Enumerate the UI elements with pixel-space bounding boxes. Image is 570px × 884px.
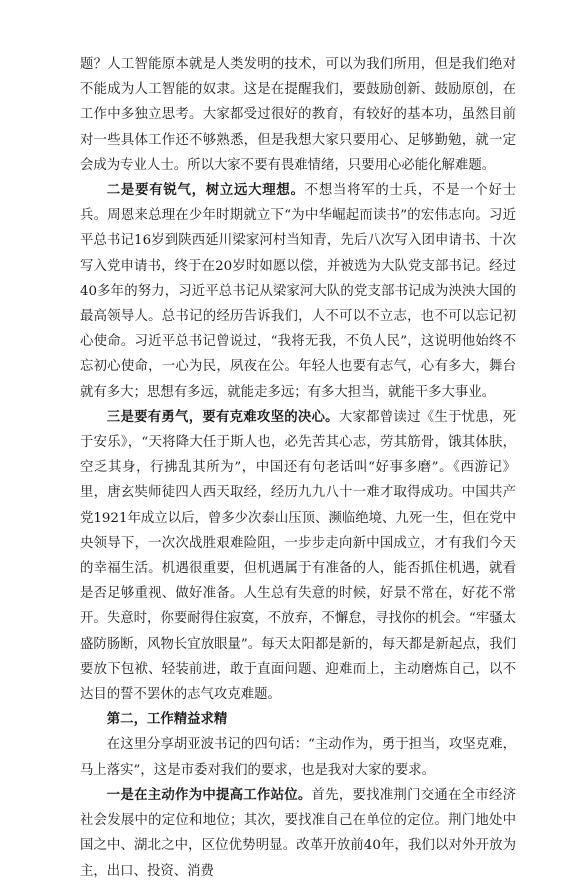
paragraph-2 [80, 178, 516, 405]
document-page [80, 52, 516, 884]
paragraph-3-lead: 三是要有勇气，要有克难攻坚的决心。 [106, 408, 339, 425]
paragraph-4: 在这里分享胡亚波书记的四句话：“主动作为，勇于担当，攻坚克难，马上落实”，这是市委对我们的要求，也是我对大家的要求。 [80, 737, 516, 778]
section-heading: 第二，工作精益求精 [106, 711, 228, 728]
paragraph-5-body: 首先，要找准荆门交通在全市经济社会发展中的定位和地位；其次，要找准自己在单位的定位。荆门地处中国之中、湖北之中，区位优势明显。改革开放前40年，我们以对外开放为主，出口、投资、消费 [80, 787, 517, 879]
paragraph-1: 题？人工智能原本就是人类发明的技术，可以为我们所用，但是我们绝对不能成为人工智能的奴隶。这是在提醒我们，要鼓励创新、鼓励原创，在工作中多独立思考。大家都受过很好的教育，有较好的基本功，虽然目前对一些具体工作还不够熟悉，但是我想大家只要用心、足够勤勉，就一定会成为专业人士。所以大家不要有畏难情绪，只要用心必能化解难题。 [80, 57, 516, 173]
paragraph-2-lead: 二是要有锐气，树立远大理想。 [106, 182, 305, 199]
paragraph-2-body: 不想当将军的士兵，不是一个好士兵。周恩来总理在少年时期就立下“为中华崛起而读书”的宏伟志向。习近平总书记16岁到陕西延川梁家河村当知青，先后八次写入团申请书、十次写入党申请书，终于在20岁时如愿以偿，并被选为大队党支部书记。经过40多年的努力，习近平总书记从梁家河大队的党支部书记成为泱泱大国的最高领导人。总书记的经历告诉我们，人不可以不立志，也不可以忘记初心使命。习近平总书记曾说过，“我将无我，不负人民”，这说明他始终不忘初心使命，一心为民，夙夜在公。年轻人也要有志气，心有多大，舞台就有多大；思想有多远，就能走多远；有多大担当，就能干多大事业。 [80, 183, 516, 400]
paragraph-5 [80, 783, 516, 884]
paragraph-3-body: 大家都曾读过《生于忧患，死于安乐》，“天将降大任于斯人也，必先苦其心志，劳其筋骨，饿其体肤，空乏其身，行拂乱其所为”，中国还有句老话叫“好事多磨”。《西游记》里，唐玄奘师徒四人西天取经，经历九九八十一难才取得成功。中国共产党1921年成立以后，曾多少次泰山压顶、濒临绝境、九死一生，但在党中央领导下，一次次战胜艰难险阻，一步步走向新中国成立，才有我们今天的幸福生活。机遇很重要，但机遇属于有准备的人，能否抓住机遇，就看是否足够重视、做好准备。人生总有失意的时候，好景不常在，好花不常开。失意时，你要耐得住寂寞，不放弃，不懈怠，寻找你的机会。“牢骚太盛防肠断，风物长宜放眼量”。每天太阳都是新的，每天都是新起点，我们要放下包袱、轻装前进，敢于直面问题、迎难而上，主动磨炼自己，以不达目的誓不罢休的志气攻克难题。 [80, 409, 517, 703]
paragraph-3 [80, 405, 516, 707]
paragraph-5-lead: 一是在主动作为中提高工作站位。 [106, 786, 312, 803]
